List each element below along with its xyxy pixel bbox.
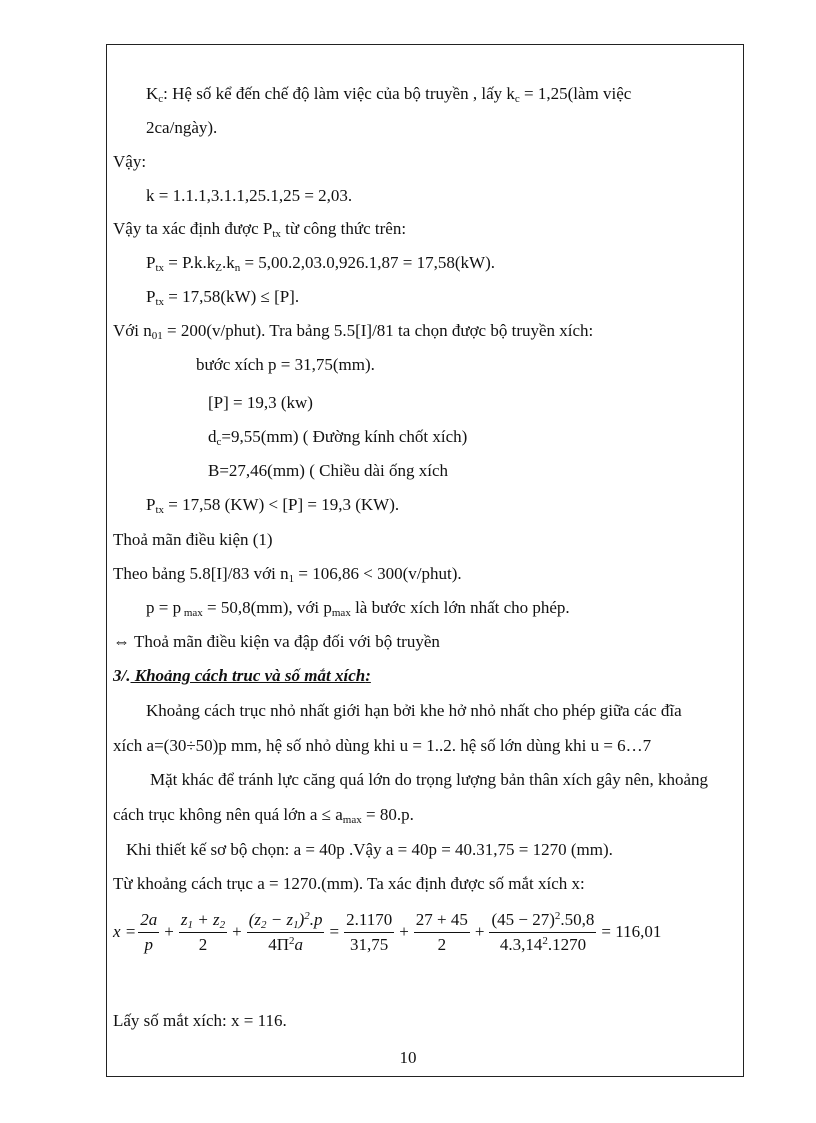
fraction-numeric-1: $\frac{2.1170}{31,75}$ [346,909,393,954]
bush-length: B=27,46(mm) ( Chiều dài ống xích [208,461,449,480]
para3: Khi thiết kế sơ bộ chọn: a = 40p .Vậy a = 40p = 40.31,75 = 1270 (mm). [126,840,613,859]
fraction-z-sum: $\frac{z_1 + z_2}{2}$ [180,909,226,954]
pmax-line: p = p $_{max}$ = 50,8(mm), với $p_{max}$ là bước xích lớn nhất cho phép. [146,598,570,619]
formula-lhs: x = [113,922,137,941]
page-number: 10 [399,1048,417,1067]
pin-diameter: $d_c=9,55(mm)$ ( Đường kính chốt xích) [208,427,468,448]
kc-definition-line2: 2ca/ngày). [146,118,218,137]
para2-line2: cách trục không nên quá lớn $a \le a_{max} = 80.p$. [113,805,414,826]
ptx-intro: Vậy ta xác định được $P_{tx}$ từ công thức trên: [113,219,407,240]
fraction-2a-p: $\frac{2a}{p}$ [140,909,158,954]
impact-condition: ⇔ Thoả mãn điều kiện va đập đối với bộ truyền [113,632,440,651]
para1-line1: Khoảng cách trục nhỏ nhất giới hạn bởi khe hở nhỏ nhất cho phép giữa các đĩa [146,701,682,720]
table-selection: Với $n_{01}$ = 200(v/phut). Tra bảng 5.5[I]/81 ta chọn được bộ truyền xích: [113,321,594,342]
k-equation: k = 1.1.1,3.1.1,25.1,25 = 2,03. [146,186,353,205]
allowed-power: [P] = 19,3 (kw) [208,393,313,412]
ptx-equation: $P_{tx} = P.k.k_Z.k_n = 5,00.2,03.0,926.1,87 = 17,58(kW)$. [146,253,495,274]
para2-line1: Mặt khác để tránh lực căng quá lớn do trọng lượng bản thân xích gây nên, khoảng [150,770,709,789]
chain-link-formula: x = $\frac{2a}{p}$ + $\frac{z_1 + z_2}{2}$ + $\frac{(z_2 - z_1)^2.p}{4\Pi^2a}$ = $\frac{2.1170}{31,75}$ + $\frac{27 + 45}{2}$ + $\frac{(45 - 27)^2.50,8}{4.3,14^2.1270}$ = 116,01 [113,909,662,954]
condition-satisfied: Thoả mãn điều kiện (1) [113,530,273,549]
ptx-check: $P_{tx} = 17,58$ (KW) < [P] = 19,3 (KW). [146,495,400,516]
fraction-numeric-2: $\frac{27 + 45}{2}$ [415,909,468,954]
chain-pitch: bước xích p = 31,75(mm). [196,355,375,374]
para1-line2: xích a=(30÷50)p mm, hệ số nhỏ dùng khi u = 1..2. hệ số lớn dùng khi u = 6…7 [113,736,652,755]
formula-result: = 116,01 [601,922,662,941]
ptx-compare: $P_{tx} = 17,58(kW) \le [P]$. [146,287,300,308]
para4: Từ khoảng cách trục a = 1270.(mm). Ta xác định được số mắt xích x: [113,874,585,893]
table-58-line: Theo bảng 5.8[I]/83 với $n_1 = 106,86$ < 300(v/phut). [113,564,462,585]
final-link-count: Lấy số mắt xích: x = 116. [113,1011,287,1030]
vay-label: Vậy: [113,152,147,171]
section-heading: 3/. Khoảng cách truc và số mắt xích: [113,666,371,685]
fraction-numeric-3: $\frac{(45 - 27)^2.50,8}{4.3,14^2.1270}$ [491,909,595,954]
fraction-z-diff: $\frac{(z_2 - z_1)^2.p}{4\Pi^2a}$ [248,909,323,954]
kc-definition-line1: $K_c$: Hệ số kể đến chế độ làm việc của bộ truyền , lấy $k_c$ = 1,25(làm việc [146,84,632,105]
